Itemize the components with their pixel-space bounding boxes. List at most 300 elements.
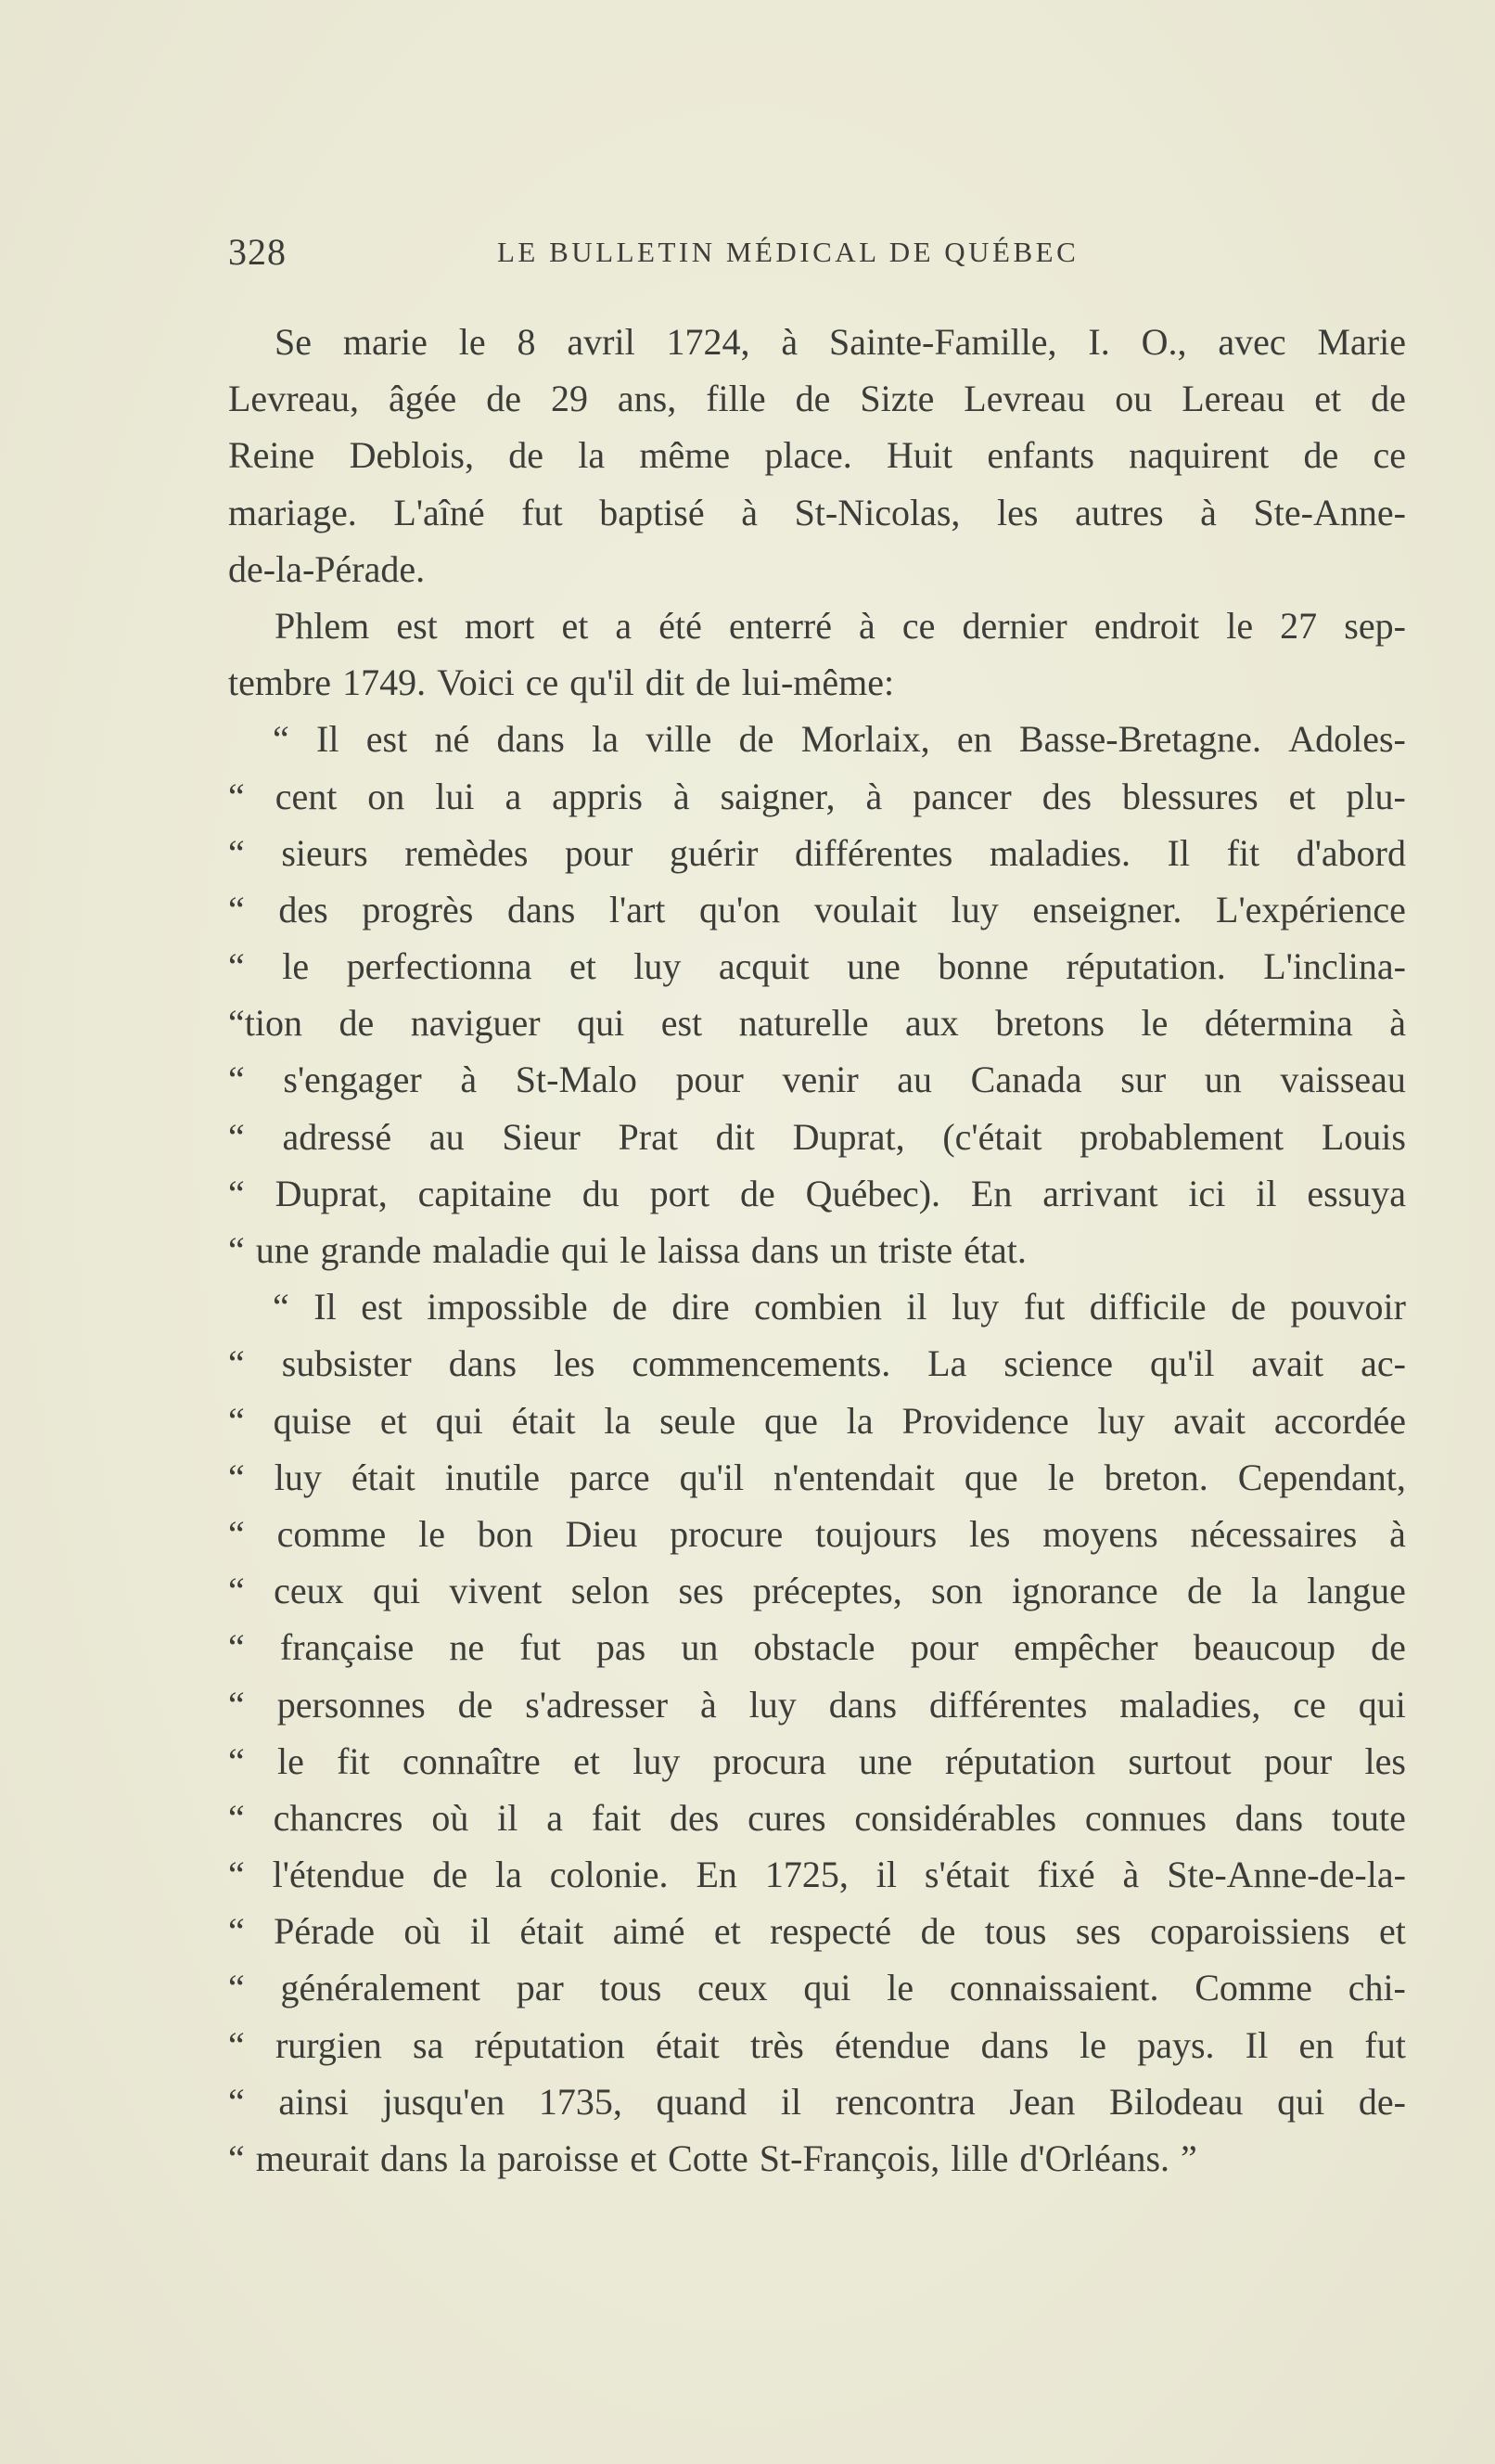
word: breton. [1104,1456,1208,1498]
word: qu'on [699,888,781,930]
text-line [228,1165,1406,1222]
word: 1749. [342,661,427,704]
text-line [228,1959,1406,2016]
word: St-François, [759,2137,940,2179]
word: “ [228,1172,245,1214]
text-line [228,768,1406,825]
word: de [920,1910,956,1953]
word: marie [342,321,428,363]
word: était [351,1456,415,1498]
word: “ [228,2137,245,2179]
word: s'était [924,1854,1010,1896]
word: “tion [228,1002,302,1045]
word: Comme [1195,1967,1312,2009]
word: sieurs [281,831,368,874]
word: venir [782,1059,859,1101]
word: mariage. [228,491,357,533]
text-line [228,1790,1406,1846]
word: Se [275,321,312,363]
word: laissa [657,1229,740,1271]
word: “ [228,2080,245,2123]
word: maladies, [1119,1683,1261,1726]
word: on [367,775,405,817]
word: et [569,945,596,988]
word: fit [337,1739,370,1782]
word: état. [964,1229,1027,1271]
word: 1724, [666,321,750,363]
word: paroisse [497,2137,620,2179]
word: toute [1331,1796,1406,1839]
word: pancer [913,775,1012,817]
word: En [970,1172,1013,1214]
word: ” [1181,2137,1197,2179]
word: perfectionna [346,945,532,988]
word: même [639,434,731,477]
word: était [511,1399,576,1442]
word: “ [228,1399,245,1442]
word: qui [435,1399,483,1442]
word: chancres [273,1796,403,1839]
word: réputation [474,2023,625,2066]
word: d'abord [1296,831,1406,874]
word: ville [645,718,712,761]
word: obstacle [753,1626,875,1669]
word: fut [1023,1286,1066,1328]
word: naquirent [1129,434,1270,477]
word: voulait [813,888,917,930]
word: où [403,1910,441,1953]
word: respecté [770,1910,892,1953]
word: luy [632,1739,681,1782]
word: son [931,1570,983,1612]
word: capitaine [417,1172,552,1214]
word: fut [1364,2023,1406,2066]
word: de [508,434,544,477]
word: et [561,604,589,647]
word: de [432,1854,468,1896]
text-line [228,2073,1406,2130]
word: ainsi [278,2080,349,2123]
word: détermina [1204,1002,1353,1045]
word: de [738,718,774,761]
word: appris [552,775,643,817]
text-line [228,427,1406,483]
word: qui [560,1229,609,1271]
word: où [431,1796,469,1839]
word: à [672,775,690,817]
word: science [1003,1342,1114,1385]
text-line [228,1562,1406,1619]
word: qu'il [679,1456,745,1498]
word: dans [448,1342,518,1385]
word: baptisé [599,491,705,533]
word: ses [1075,1910,1121,1953]
word: subsister [281,1342,412,1385]
word: de- [1358,2080,1406,2123]
word: maladies. [989,831,1131,874]
word: pouvoir [1290,1286,1406,1328]
word: et [573,1739,600,1782]
word: dans [506,888,576,930]
word: (c'était [942,1115,1042,1158]
text-line [228,1392,1406,1449]
word: différentes [928,1683,1088,1726]
text-line [228,2130,1406,2187]
word: le [282,945,310,988]
text-line [228,1846,1406,1903]
text-line [228,1903,1406,1959]
word: les [997,491,1039,533]
word: parce [569,1456,650,1498]
word: au [428,1115,465,1158]
word: “ [228,1342,245,1385]
word: à [700,1683,717,1726]
word: langue [1307,1570,1406,1612]
word: des [278,888,328,930]
word: aimé [612,1910,685,1953]
word: guérir [669,831,759,874]
word: 1735, [538,2080,622,2123]
word: de [486,378,521,420]
word: réputation. [1066,945,1226,988]
word: a [505,775,522,817]
word: Basse-Bretagne. [1018,718,1261,761]
word: un [830,1229,868,1271]
text-line [228,1676,1406,1733]
word: saigner, [720,775,836,817]
word: surtout [1128,1739,1232,1782]
text-line [228,711,1406,767]
word: en [956,718,992,761]
word: le [277,1739,304,1782]
text-line [228,881,1406,938]
word: préceptes, [752,1570,902,1612]
word: à [1122,1854,1140,1896]
word: fut [521,491,563,533]
word: des [669,1796,720,1839]
word: “ [228,1739,245,1782]
word: ce [1373,434,1406,477]
word: n'entendait [773,1456,935,1498]
word: française [279,1626,415,1669]
word: une [859,1739,913,1782]
word: et [630,2137,658,2179]
word: combien [754,1286,882,1328]
word: est [660,1002,703,1045]
word: autres [1075,491,1164,533]
word: il [1256,1172,1277,1214]
word: rencontra [835,2080,976,2123]
word: connaître [402,1739,541,1782]
word: nécessaires [1190,1512,1358,1555]
word: Prat [618,1115,678,1158]
word: luy [274,1456,322,1498]
word: chi- [1348,1967,1406,2009]
word: Il [313,1286,337,1328]
word: connaissaient. [949,1967,1159,2009]
word: à [865,775,883,817]
word: vivent [449,1570,543,1612]
word: Québec). [805,1172,941,1214]
word: tous [599,1967,662,2009]
word: pays. [1137,2023,1215,2066]
word: le [458,321,486,363]
word: de [1231,1286,1266,1328]
word: l'étendue [272,1854,405,1896]
word: s'adresser [525,1683,669,1726]
word: dans [750,1229,820,1271]
word: de [339,1002,375,1045]
word: a [615,604,632,647]
word: pour [675,1059,744,1101]
page-number: 328 [228,231,287,273]
word: Sainte-Famille, [829,321,1057,363]
word: “ [228,1059,245,1101]
word: pas [595,1626,646,1669]
word: ici [1188,1172,1226,1214]
word: les [1364,1739,1406,1782]
word: il [497,1796,518,1839]
word: Levreau [964,378,1086,420]
word: “ [228,1910,245,1953]
word: lille [951,2137,1009,2179]
word: aux [905,1002,959,1045]
word: St-Malo [515,1059,637,1101]
word: “ [228,1512,245,1555]
word: jusqu'en [382,2080,505,2123]
word: différentes [795,831,953,874]
word: ce [1293,1683,1326,1726]
word: par [516,1967,564,2009]
running-head: LE BULLETIN MÉDICAL DE QUÉBEC [497,236,1080,268]
word: qui [1277,2080,1325,2123]
body-text [228,314,1406,2187]
word: dans [980,2023,1049,2066]
word: “ [228,1796,245,1839]
word: “ [228,888,245,930]
word: “ [228,775,245,817]
word: grande [320,1229,422,1271]
text-line [228,1051,1406,1108]
word: tembre [228,661,332,704]
word: le [1226,604,1254,647]
word: le [1080,2023,1107,2066]
word: étendue [835,2023,951,2066]
word: 27 [1280,604,1318,647]
word: et [1288,775,1316,817]
word: ceux [274,1570,344,1612]
word: commencements. [632,1342,891,1385]
word: “ [228,2023,245,2066]
word: L'inclina- [1263,945,1406,988]
word: comme [276,1512,387,1555]
word: à [460,1059,478,1101]
text-line [228,654,1406,711]
word: connues [1084,1796,1207,1839]
word: fille [706,378,766,420]
word: Louis [1321,1115,1406,1158]
word: accordée [1273,1399,1406,1442]
word: Ste-Anne-de-la- [1167,1854,1406,1896]
word: âgée [388,378,457,420]
word: vaisseau [1280,1059,1406,1101]
word: meurait [255,2137,369,2179]
word: de [1186,1570,1222,1612]
word: difficile [1089,1286,1207,1328]
word: Huit [887,434,953,477]
word: et [379,1399,407,1442]
text-line [228,938,1406,995]
word: du [581,1172,620,1214]
word: O., [1141,321,1187,363]
text-line [228,597,1406,654]
word: luy [1097,1399,1145,1442]
word: fixé [1037,1854,1095,1896]
word: blessures [1122,775,1259,817]
word: bon [477,1512,533,1555]
word: qui [577,1002,625,1045]
word: tous [984,1910,1047,1953]
text-line [228,314,1406,370]
word: I. [1088,321,1110,363]
word: beaucoup [1193,1626,1336,1669]
word: dans [496,718,565,761]
word: qui [372,1570,421,1612]
word: personnes [276,1683,426,1726]
text-line [228,541,1406,597]
word: ne [449,1626,485,1669]
word: très [750,2023,804,2066]
word: a [546,1796,563,1839]
word: L'aîné [393,491,485,533]
word: il [469,1910,492,1953]
word: le [1047,1456,1075,1498]
word: Duprat, [792,1115,905,1158]
word: remèdes [404,831,529,874]
word: empêcher [1014,1626,1158,1669]
word: de [457,1683,493,1726]
text-line [228,1449,1406,1506]
word: à [781,321,799,363]
word: la [495,1854,522,1896]
word: que [964,1456,1018,1498]
word: Levreau, [228,378,360,420]
word: de [795,378,831,420]
word: port [649,1172,710,1214]
word: pour [910,1626,979,1669]
word: sep- [1344,604,1406,647]
word: “ [228,1854,245,1896]
word: luy [748,1683,797,1726]
page-header [228,225,1406,280]
word: la [846,1399,874,1442]
word: ac- [1361,1342,1406,1385]
word: et [713,1910,741,1953]
word: Pérade [274,1910,375,1953]
word: Cependant, [1237,1456,1406,1498]
word: Reine [228,434,315,477]
word: La [927,1342,967,1385]
word: bonne [938,945,1029,988]
word: qui [803,1967,851,2009]
word: de [1371,1626,1406,1669]
word: fit [1226,831,1260,874]
word: coparoissiens [1150,1910,1350,1953]
word: “ [228,1683,245,1726]
word: Bilodeau [1109,2080,1244,2123]
word: “ [228,1967,245,2009]
word: il [906,1286,927,1328]
text-line [228,2017,1406,2073]
word: Il [1245,2023,1269,2066]
word: le [887,1967,914,2009]
word: pour [1263,1739,1333,1782]
word: est [396,604,438,647]
word: était [655,2023,720,2066]
text-line [228,484,1406,541]
word: “ [228,945,245,988]
text-line [228,1733,1406,1790]
word: Providence [901,1399,1069,1442]
word: sa [413,2023,444,2066]
word: fait [591,1796,642,1839]
word: né [434,718,470,761]
word: de [612,1286,647,1328]
word: ceux [697,1967,768,2009]
text-line [228,995,1406,1051]
word: une [255,1229,310,1271]
word: Morlaix, [800,718,930,761]
word: maladie [432,1229,550,1271]
word: de [739,1172,775,1214]
word: généralement [280,1967,480,2009]
word: “ [273,1286,289,1328]
word: Sizte [860,378,935,420]
word: cent [275,775,338,817]
word: procure [670,1512,784,1555]
word: probablement [1080,1115,1284,1158]
word: Sieur [502,1115,581,1158]
word: de [1371,378,1406,420]
word: qui [1358,1683,1406,1726]
word: “ [228,831,245,874]
word: mort [464,604,535,647]
word: de-la-Pérade. [228,547,426,590]
word: est [361,1286,402,1328]
word: “ [228,1115,245,1158]
word: était [519,1910,584,1953]
word: Il [1167,831,1191,874]
word: dire [671,1286,730,1328]
word: Adoles- [1288,718,1406,761]
word: triste [878,1229,953,1271]
word: en [1298,2023,1335,2066]
word: dit [715,1115,755,1158]
text-line [228,825,1406,881]
word: à [859,604,875,647]
word: sur [1120,1059,1167,1101]
word: Phlem [275,604,370,647]
word: dit [645,661,684,704]
word: 1725, [764,1854,849,1896]
word: ou [1115,378,1153,420]
word: réputation [945,1739,1096,1782]
word: colonie. [549,1854,669,1896]
word: fut [519,1626,561,1669]
word: des [1041,775,1092,817]
word: et [1379,1910,1406,1953]
word: enfants [987,434,1094,477]
